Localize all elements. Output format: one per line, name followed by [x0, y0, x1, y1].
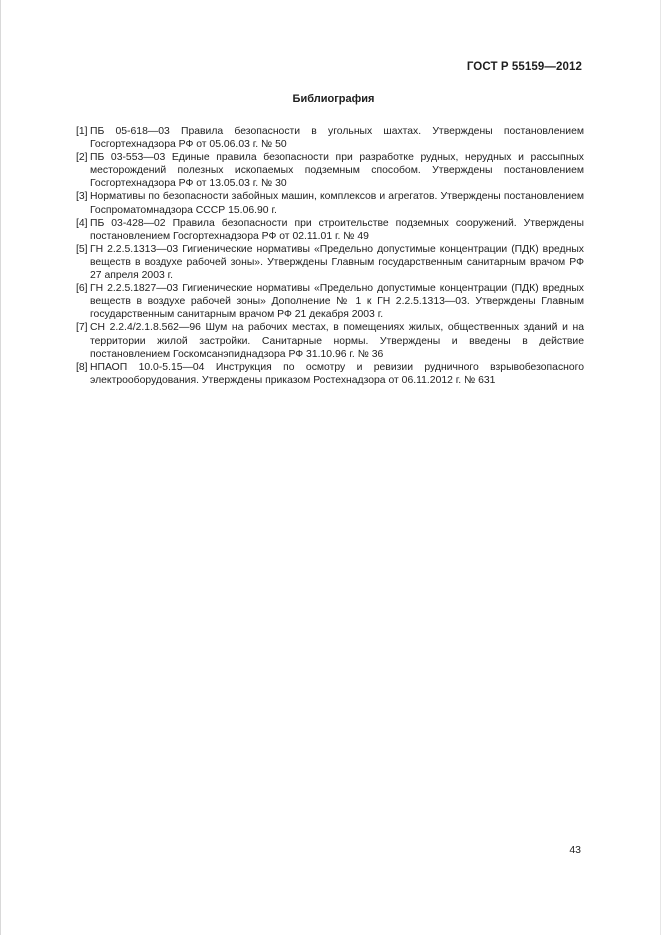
entry-number: [7]	[76, 322, 88, 334]
entry-number: [8]	[76, 361, 88, 373]
bibliography-entry	[76, 125, 584, 151]
entry-number: [3]	[76, 191, 88, 203]
entry-text: НПАОП 10.0-5.15—04 Инструкция по осмотру и ревизии рудничного взрывобезопасного электрооборудования. Утверждены приказом Ростехнадзора от 06.11.2012 г. № 631	[90, 361, 584, 386]
section-title: Библиография	[292, 93, 375, 105]
bibliography-entry	[76, 361, 584, 387]
bibliography-entry	[76, 217, 584, 243]
bibliography-entry	[76, 321, 584, 360]
entry-text: ПБ 03-553—03 Единые правила безопасности при разработке рудных, нерудных и рассыпных месторождений полезных ископаемых подземным способом. Утверждены постановлением Госгортехнадзора РФ от 13.05.03 г. № 30	[90, 152, 584, 190]
bibliography-entry	[76, 190, 584, 216]
bibliography-entry	[76, 282, 584, 321]
entry-text: Нормативы по безопасности забойных машин, комплексов и агрегатов. Утверждены постановлением Госпроматомнадзора СССР 15.06.90 г.	[90, 191, 584, 216]
entry-number: [1]	[76, 126, 88, 137]
document-code: ГОСТ Р 55159—2012	[466, 61, 582, 73]
entry-text: СН 2.2.4/2.1.8.562—96 Шум на рабочих местах, в помещениях жилых, общественных зданий и на территории жилой застройки. Санитарные нормы. Утверждены и введены в действие постановлением Госкомсанэпиднадзора РФ 31.10.96 г. № 36	[90, 322, 584, 360]
entry-text: ПБ 03-428—02 Правила безопасности при строительстве подземных сооружений. Утверждены постановлением Госгортехнадзора РФ от 02.11.01 г. № 49	[90, 217, 584, 242]
entry-number: [5]	[76, 243, 88, 255]
bibliography-entry	[76, 151, 584, 190]
entry-text: ГН 2.2.5.1827—03 Гигиенические нормативы «Предельно допустимые концентрации (ПДК) вредных веществ в воздухе рабочей зоны» Дополнение № 1 к ГН 2.2.5.1313—03. Утверждены Главным государственным санитарным врачом РФ 21 декабря 2003 г.	[90, 283, 584, 321]
entry-number: [2]	[76, 152, 88, 164]
entry-text: ГН 2.2.5.1313—03 Гигиенические нормативы «Предельно допустимые концентрации (ПДК) вредных веществ в воздухе рабочей зоны». Утверждены Главным государственным санитарным врачом РФ 27 апреля 2003 г.	[90, 243, 584, 282]
bibliography-entry	[76, 243, 584, 282]
entry-number: [6]	[76, 283, 88, 295]
bibliography-list	[76, 125, 584, 387]
entry-text: ПБ 05-618—03 Правила безопасности в угольных шахтах. Утверждены постановлением Госгортехнадзора РФ от 05.06.03 г. № 50	[90, 126, 584, 151]
page-number: 43	[569, 844, 581, 856]
entry-number: [4]	[76, 217, 88, 229]
